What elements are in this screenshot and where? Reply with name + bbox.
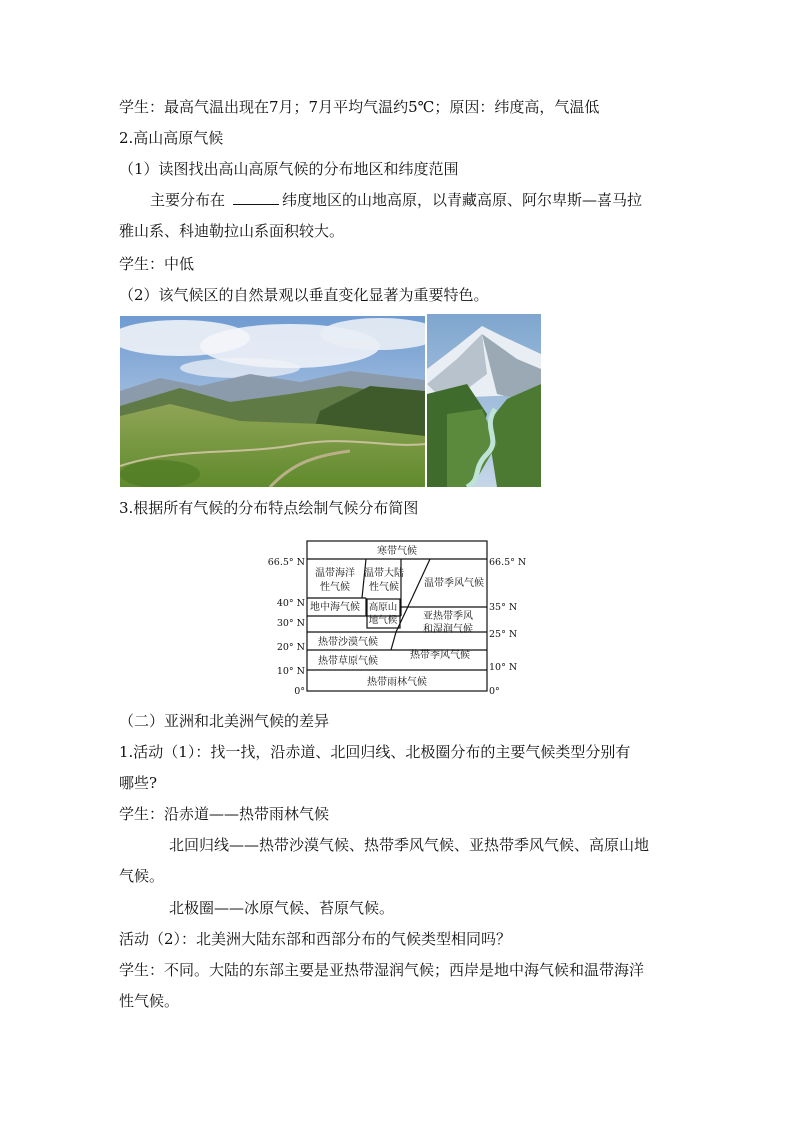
- text-line: 学生：不同。大陆的东部主要是亚热带湿润气候；西岸是地中海气候和温带海洋: [119, 961, 645, 979]
- lat-label-right: 10° N: [489, 662, 518, 673]
- text-line: 北极圈——冰原气候、苔原气候。: [169, 899, 395, 917]
- climate-distribution-diagram: [262, 534, 532, 698]
- zone-mediterranean: 地中海气候: [310, 602, 360, 613]
- zone-temperate-continental: 温带大陆: [364, 568, 404, 579]
- zone-temperate-maritime: 性气候: [320, 582, 350, 593]
- text-line: 性气候。: [119, 992, 180, 1010]
- text-line: （2）该气候区的自然景观以垂直变化显著为重要特色。: [119, 286, 489, 304]
- lat-label-left: 40° N: [276, 598, 305, 609]
- text-line: 1.活动（1）：找一找，沿赤道、北回归线、北极圈分布的主要气候类型分别有: [119, 743, 631, 761]
- zone-highland: 高原山: [368, 602, 398, 613]
- zone-temperate-continental: 性气候: [369, 582, 399, 593]
- lat-label-left: 0°: [294, 686, 305, 697]
- text-fragment: 主要分布在: [150, 191, 226, 209]
- text-line: [150, 190, 642, 210]
- text-line: （1）读图找出高山高原气候的分布地区和纬度范围: [119, 160, 459, 178]
- zone-subtropical-humid: 和湿润气候: [423, 624, 473, 635]
- gorge-mountain-photo: [427, 314, 541, 487]
- zone-tropical-monsoon: 热带季风气候: [410, 650, 470, 661]
- text-line: 学生：沿赤道——热带雨林气候: [119, 805, 330, 823]
- zone-tropical-savanna: 热带草原气候: [318, 656, 378, 667]
- lat-label-left: 10° N: [276, 666, 305, 677]
- lat-label-left: 66.5° N: [267, 557, 305, 568]
- zone-temperate-maritime: 温带海洋: [315, 568, 355, 579]
- lat-label-right: 66.5° N: [489, 557, 527, 568]
- zone-temperate-monsoon: 温带季风气候: [424, 578, 484, 589]
- text-line: 气候。: [119, 867, 165, 885]
- text-line: 北回归线——热带沙漠气候、热带季风气候、亚热带季风气候、高原山地: [169, 836, 650, 854]
- zone-highland: 地气候: [368, 615, 398, 626]
- valley-landscape-photo: [120, 316, 425, 487]
- text-line: 哪些?: [119, 774, 158, 792]
- zone-subtropical-humid: 亚热带季风: [423, 611, 473, 622]
- text-line: 3.根据所有气候的分布特点绘制气候分布简图: [119, 499, 419, 517]
- lat-label-right: 0°: [489, 686, 500, 697]
- zone-frigid: 寒带气候: [377, 546, 417, 557]
- text-line: 雅山系、科迪勒拉山系面积较大。: [119, 222, 345, 240]
- zone-tropical-rainforest: 热带雨林气候: [367, 677, 427, 688]
- zone-tropical-desert: 热带沙漠气候: [318, 637, 378, 648]
- lat-label-right: 35° N: [489, 602, 518, 613]
- section-heading: （二）亚洲和北美洲气候的差异: [119, 712, 330, 730]
- text-fragment: 纬度地区的山地高原，以青藏高原、阿尔卑斯—喜马拉: [282, 191, 643, 209]
- fill-blank: [233, 190, 279, 205]
- lat-label-left: 30° N: [276, 618, 305, 629]
- lat-label-right: 25° N: [489, 629, 518, 640]
- lat-label-left: 20° N: [276, 642, 305, 653]
- text-line: 活动（2）：北美洲大陆东部和西部分布的气候类型相同吗？: [119, 930, 512, 948]
- text-line: 学生：中低: [119, 255, 195, 273]
- section-heading: 2.高山高原气候: [119, 129, 224, 147]
- text-line: 学生：最高气温出现在7月；7月平均气温约5℃；原因：纬度高，气温低: [119, 98, 600, 116]
